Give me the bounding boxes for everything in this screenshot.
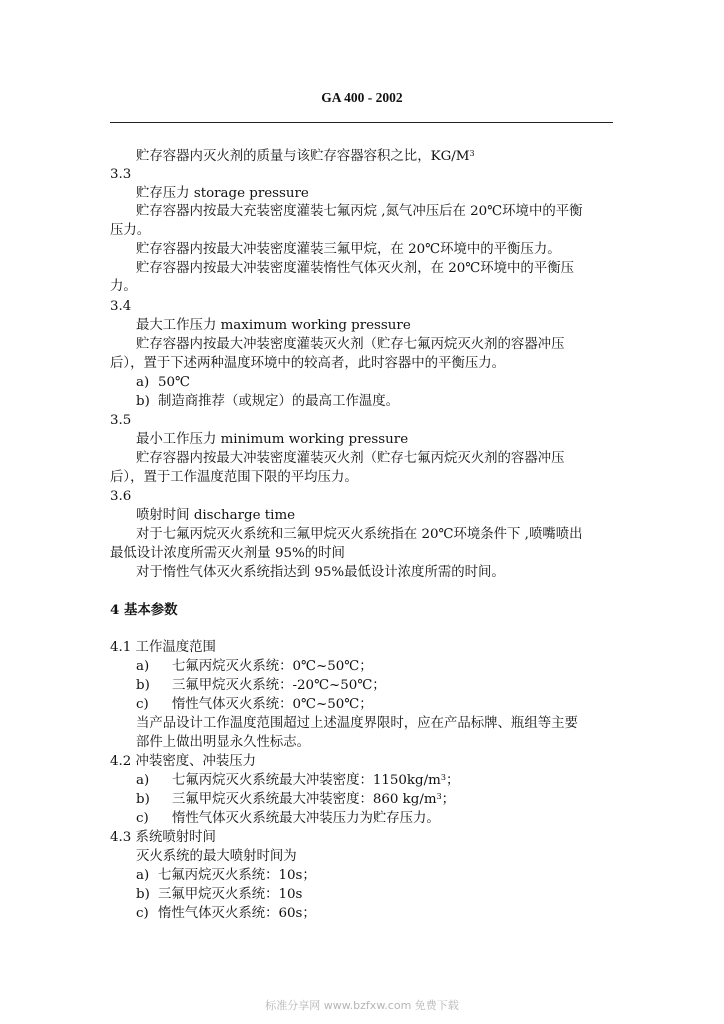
- list-marker: b): [136, 678, 150, 693]
- list-item: c) 惰性气体灭火系统：60s；: [136, 906, 316, 921]
- list-item: b) 三氟甲烷灭火系统最大冲装密度：860 $kg/m^3$；: [136, 792, 456, 807]
- list-marker: b): [136, 887, 150, 902]
- subclause-heading: 4.3 系统喷射时间: [110, 830, 216, 845]
- body-line: 贮存容器内按最大冲装密度灌装三氟甲烷，在 20℃环境中的平衡压力。: [136, 242, 561, 257]
- body-line: 力。: [110, 279, 137, 294]
- body-line: 压力。: [110, 223, 151, 238]
- subclause-heading: 4.1 工作温度范围: [110, 640, 216, 655]
- list-marker: a): [136, 375, 150, 390]
- list-item: a) 七氟丙烷灭火系统：0℃~50℃；: [136, 659, 373, 674]
- list-item: b) 制造商推荐（或规定）的最高工作温度。: [136, 394, 400, 409]
- list-marker: b): [136, 792, 150, 807]
- body-line: 贮存容器内灭火剂的质量与该贮存容器容积之比，$KG/M^3$: [136, 149, 475, 164]
- list-marker: a): [136, 659, 150, 674]
- body-line: 部件上做出明显永久性标志。: [136, 735, 311, 750]
- body-line: 对于七氟丙烷灭火系统和三氟甲烷灭火系统指在 20℃环境条件下 ,喷嘴喷出: [136, 527, 583, 542]
- subclause-heading: 4.2 冲装密度、冲装压力: [110, 754, 257, 769]
- page-header-code: GA 400 - 2002: [321, 90, 403, 105]
- clause-number: 3.6: [110, 489, 132, 504]
- list-item: b) 三氟甲烷灭火系统：-20℃~50℃；: [136, 678, 386, 693]
- list-marker: c): [136, 811, 149, 826]
- clause-number: 3.4: [110, 299, 132, 314]
- term-heading: 最大工作压力 maximum working pressure: [136, 318, 411, 333]
- term-heading: 最小工作压力 minimum working pressure: [136, 432, 409, 447]
- list-marker: a): [136, 773, 150, 788]
- list-item: c) 惰性气体灭火系统：0℃~50℃；: [136, 697, 373, 712]
- list-item: b) 三氟甲烷灭火系统：10s: [136, 887, 303, 902]
- watermark: 标准分享网 www.bzfxw.com 免费下载: [265, 999, 459, 1012]
- list-item: a) 50℃: [136, 375, 191, 390]
- section-heading: 4 基本参数: [110, 602, 178, 618]
- list-marker: c): [136, 697, 149, 712]
- list-marker: a): [136, 868, 150, 883]
- body-line: 贮存容器内按最大冲装密度灌装灭火剂（贮存七氟丙烷灭火剂的容器冲压: [136, 337, 565, 352]
- body-line: 灭火系统的最大喷射时间为: [136, 849, 297, 864]
- body-line: 后），置于下述两种温度环境中的较高者，此时容器中的平衡压力。: [110, 356, 506, 371]
- clause-number: 3.5: [110, 413, 132, 428]
- header-rule: [110, 122, 613, 123]
- body-line: 后），置于工作温度范围下限的平均压力。: [110, 470, 358, 485]
- body-line: 贮存容器内按最大冲装密度灌装灭火剂（贮存七氟丙烷灭火剂的容器冲压: [136, 451, 565, 466]
- list-item: c) 惰性气体灭火系统最大冲装压力为贮存压力。: [136, 811, 440, 826]
- list-marker: b): [136, 394, 150, 409]
- body-line: 当产品设计工作温度范围超过上述温度界限时，应在产品标牌、瓶组等主要: [136, 716, 578, 731]
- term-heading: 贮存压力 storage pressure: [136, 186, 309, 201]
- body-line: 最低设计浓度所需灭火剂量 95%的时间: [110, 546, 345, 561]
- term-heading: 喷射时间 discharge time: [136, 508, 296, 523]
- body-line: 对于惰性气体灭火系统指达到 95%最低设计浓度所需的时间。: [136, 565, 505, 580]
- list-marker: c): [136, 906, 149, 921]
- clause-number: 3.3: [110, 167, 132, 182]
- list-item: a) 七氟丙烷灭火系统最大冲装密度：$1150kg/m^3$；: [136, 773, 460, 788]
- list-item: a) 七氟丙烷灭火系统：10s；: [136, 868, 316, 883]
- body-line: 贮存容器内按最大冲装密度灌装惰性气体灭火剂，在 20℃环境中的平衡压: [136, 261, 574, 276]
- body-line: 贮存容器内按最大充装密度灌装七氟丙烷 ,氮气冲压后在 20℃环境中的平衡: [136, 204, 583, 219]
